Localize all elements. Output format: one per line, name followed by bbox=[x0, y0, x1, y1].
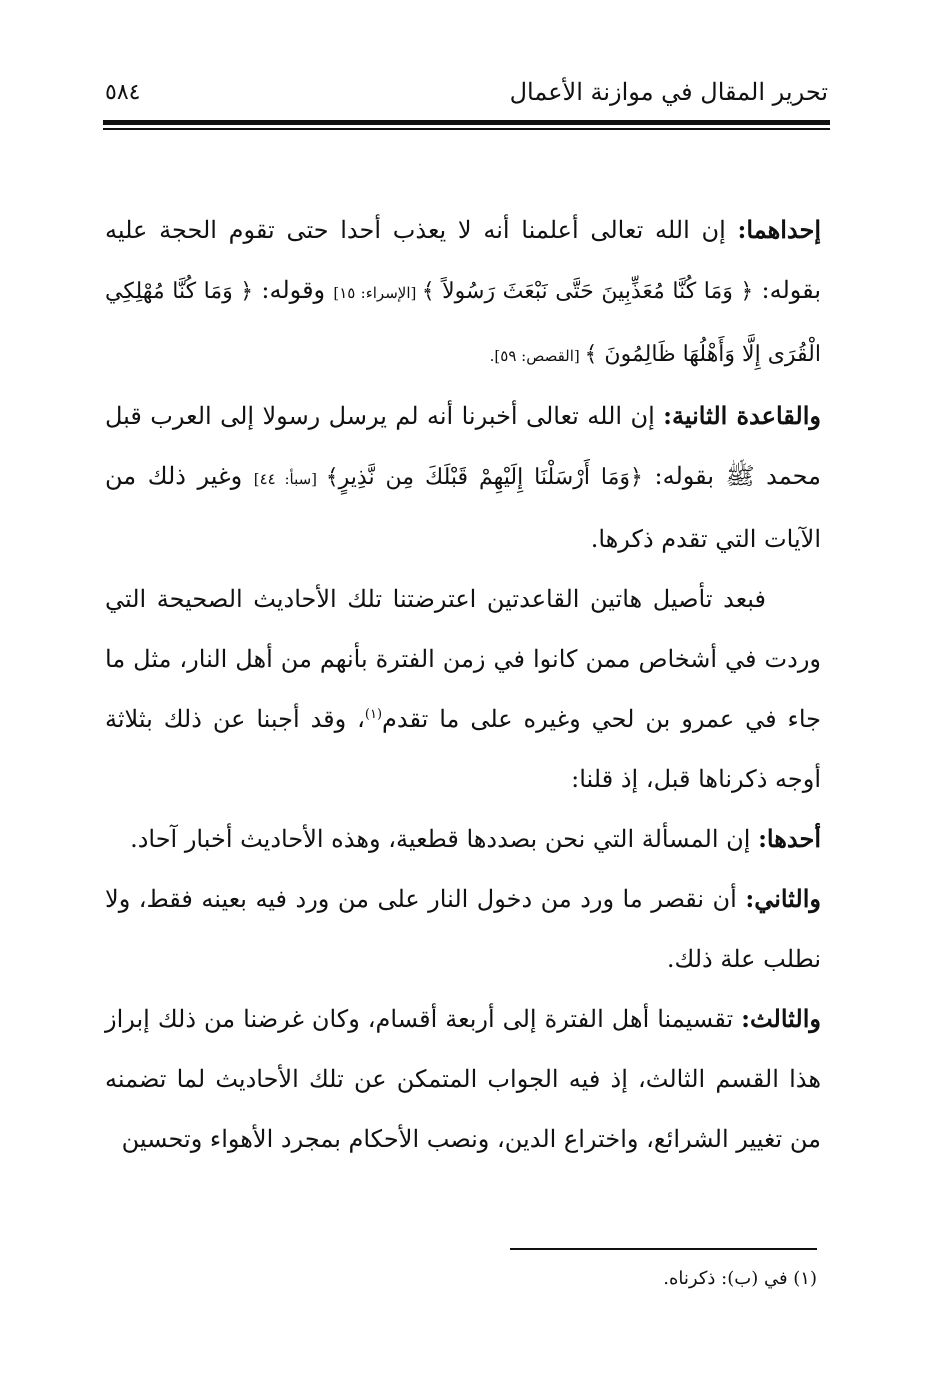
paragraph-text: إن الله تعالى أخبرنا أنه لم يرسل رسولا إلى العرب قبل محمد ﷺ بقوله: bbox=[105, 402, 821, 490]
paragraph bbox=[105, 989, 821, 1169]
paragraph bbox=[105, 386, 821, 569]
paragraph-text: إن الله تعالى أعلمنا أنه لا يعذب أحدا حتى تقوم الحجة عليه بقوله: bbox=[105, 216, 821, 304]
footnote-separator bbox=[510, 1248, 817, 1250]
paragraph-lead: أحدها: bbox=[758, 824, 821, 853]
paragraph-text: تقسيمنا أهل الفترة إلى أربعة أقسام، وكان غرضنا من ذلك إبراز هذا القسم الثالث، إذ فيه الجواب المتمكن عن تلك الأحاديث لما تضمنه من تغيير الشرائع، واختراع الدين، ونصب الأحكام بمجرد الأهواء وتحسين bbox=[105, 1005, 821, 1153]
paragraph-lead: إحداهما: bbox=[737, 215, 821, 244]
paragraph bbox=[105, 569, 821, 809]
header-rule-thick bbox=[103, 120, 830, 125]
paragraph bbox=[105, 869, 821, 989]
paragraph-text: وقوله: bbox=[253, 276, 334, 304]
verse-reference: [الإسراء: ١٥] bbox=[333, 284, 422, 302]
footnote: (١) في (ب): ذكرناه. bbox=[663, 1268, 817, 1289]
verse-reference: [القصص: ٥٩]. bbox=[489, 347, 585, 365]
paragraph-text: ، وقد أجبنا عن ذلك بثلاثة أوجه ذكرناها قبل، إذ قلنا: bbox=[105, 705, 821, 793]
quran-verse: ﴿وَمَا أَرْسَلْنَا إِلَيْهِمْ قَبْلَكَ مِن نَّذِيرٍ﴾ bbox=[325, 465, 643, 490]
quran-verse: ﴿ وَمَا كُنَّا مُهْلِكِي الْقُرَى إِلَّا وَأَهْلُهَا ظَالِمُونَ ﴾ bbox=[105, 279, 821, 367]
page-number: ٥٨٤ bbox=[105, 80, 141, 105]
header-rule-thin bbox=[103, 128, 830, 130]
footnote-marker[interactable]: (١) bbox=[364, 707, 383, 722]
quran-verse: ﴿ وَمَا كُنَّا مُعَذِّبِينَ حَتَّى نَبْعَثَ رَسُولاً ﴾ bbox=[421, 279, 754, 304]
paragraph-text: أن نقصر ما ورد من دخول النار على من ورد فيه بعينه فقط، ولا نطلب علة ذلك. bbox=[105, 885, 821, 973]
header-title: تحرير المقال في موازنة الأعمال bbox=[509, 78, 828, 106]
paragraph-text: إن المسألة التي نحن بصددها قطعية، وهذه الأحاديث أخبار آحاد. bbox=[130, 825, 759, 853]
paragraph bbox=[105, 200, 821, 386]
paragraph-lead: والثاني: bbox=[745, 884, 821, 913]
paragraph-text: فبعد تأصيل هاتين القاعدتين اعترضتنا تلك الأحاديث الصحيحة التي وردت في أشخاص ممن كانوا في زمن الفترة بأنهم من أهل النار، مثل ما جاء في عمرو بن لحي وغيره على ما تقدم bbox=[105, 585, 821, 733]
paragraph-lead: والقاعدة الثانية: bbox=[663, 401, 821, 430]
main-text bbox=[105, 200, 821, 1169]
paragraph-text: وغير ذلك من الآيات التي تقدم ذكرها. bbox=[105, 462, 821, 553]
running-header bbox=[105, 78, 828, 118]
paragraph-lead: والثالث: bbox=[741, 1004, 821, 1033]
paragraph bbox=[105, 809, 821, 869]
verse-reference: [سبأ: ٤٤] bbox=[253, 470, 326, 488]
